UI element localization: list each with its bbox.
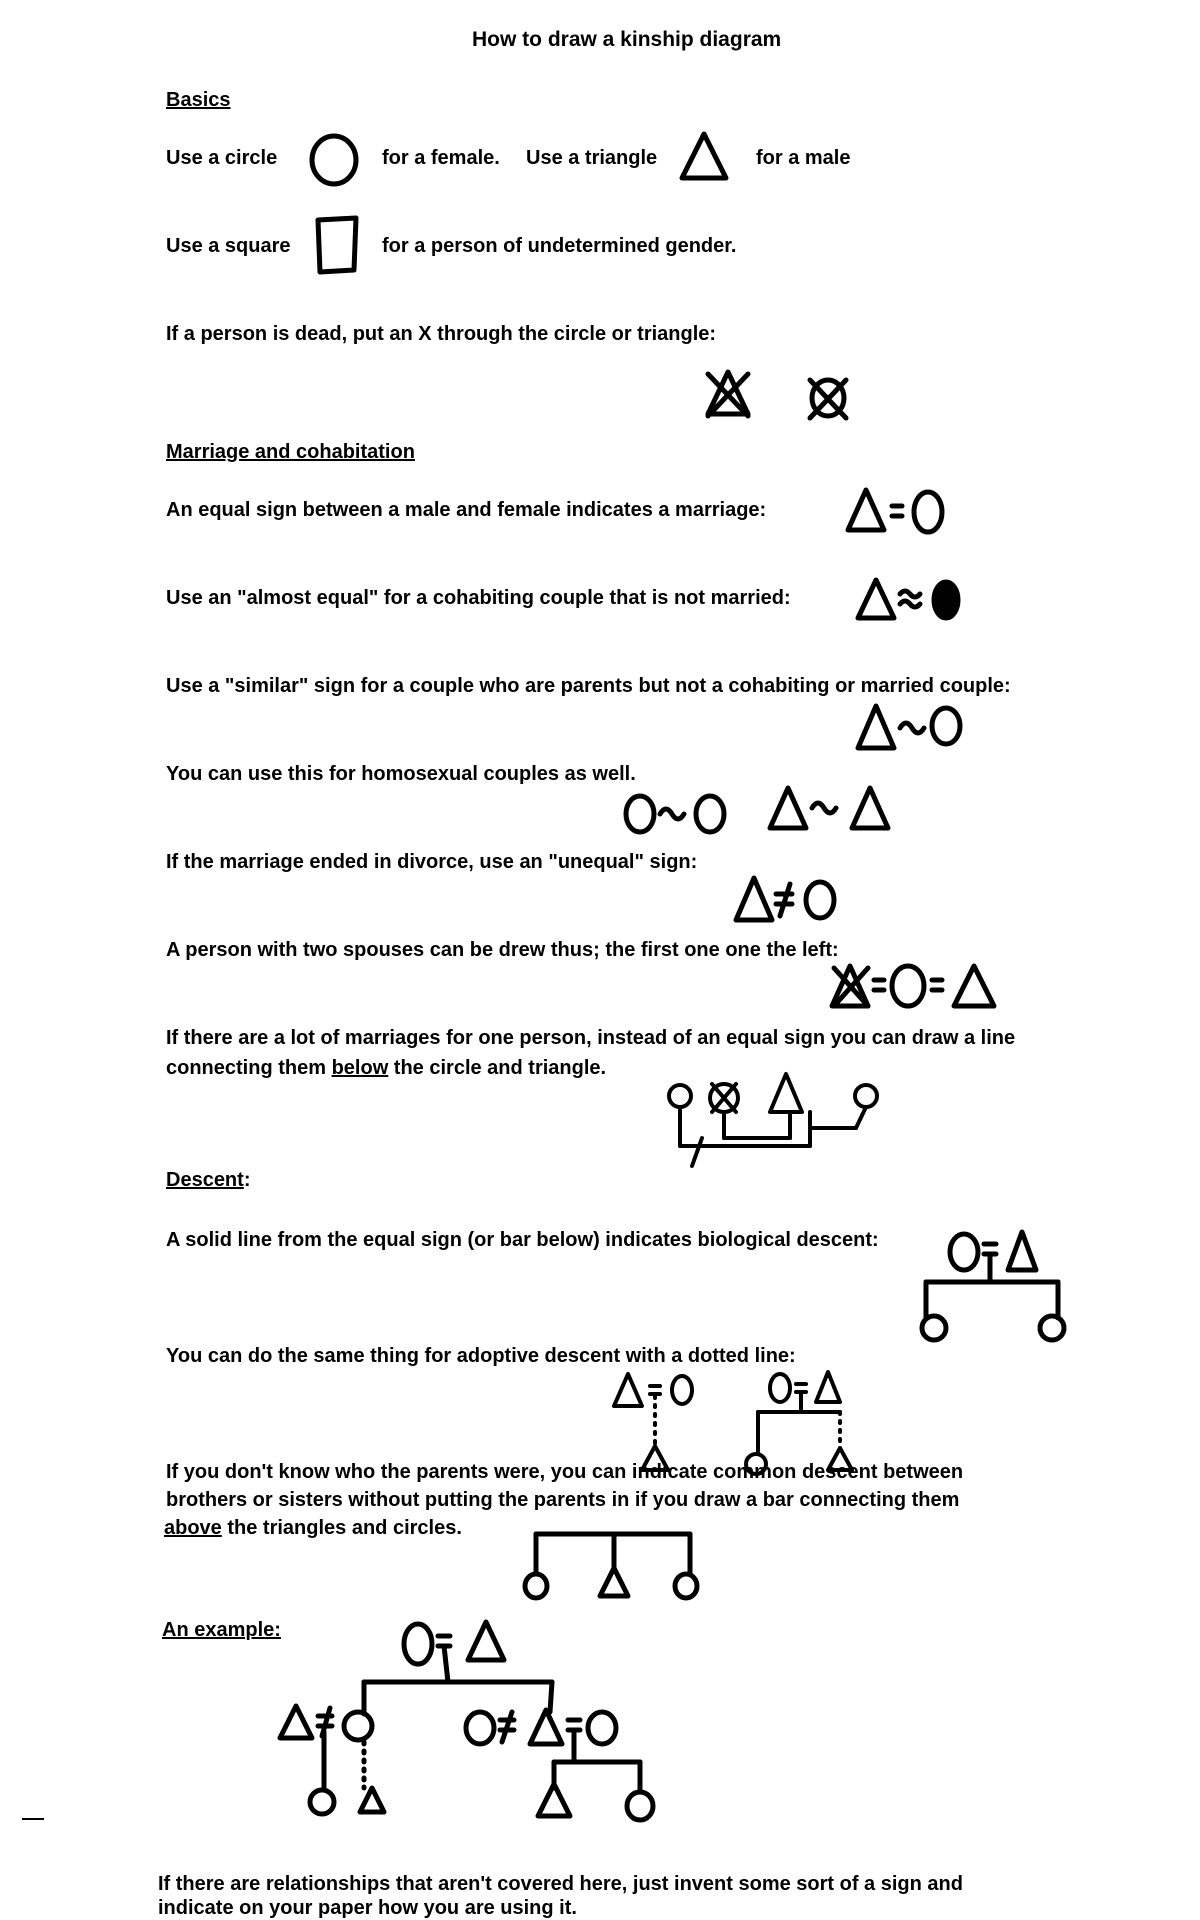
homosexual-text: You can use this for homosexual couples as well. (166, 763, 636, 785)
cohabit-text: Use an "almost equal" for a cohabiting couple that is not married: (166, 587, 791, 609)
female-text: for a female. (382, 147, 500, 169)
divorce-symbol (734, 872, 844, 928)
square-icon (312, 214, 362, 276)
marriage-text: An equal sign between a male and female indicates a marriage: (166, 499, 767, 521)
male-couple-symbol (768, 780, 894, 836)
marriage-heading: Marriage and cohabitation (166, 441, 415, 463)
footer-text-2: indicate on your paper how you are using it. (158, 1897, 577, 1919)
basics-heading: Basics (166, 89, 231, 111)
margin-mark (22, 1818, 44, 1820)
common-descent-text-2: brothers or sisters without putting the parents in if you draw a bar connecting them (166, 1489, 960, 1511)
example-kinship-diagram (268, 1612, 678, 1832)
similar-symbol (856, 700, 966, 756)
adoptive-descent-text: You can do the same thing for adoptive descent with a dotted line: (166, 1345, 796, 1367)
male-text: for a male (756, 147, 851, 169)
triangle-text: Use a triangle (526, 147, 658, 169)
biological-descent-diagram (912, 1222, 1072, 1348)
marriage-symbol (846, 484, 956, 540)
common-descent-diagram (522, 1524, 702, 1604)
many-marriages-diagram (660, 1066, 900, 1176)
footer-text-1: If there are relationships that aren't covered here, just invent some sort of a sign and (158, 1873, 963, 1895)
dead-male-icon (700, 366, 756, 422)
male-triangle-icon (678, 128, 730, 184)
dead-text: If a person is dead, put an X through the circle or triangle: (166, 323, 717, 345)
square-text: Use a square (166, 235, 291, 257)
common-descent-text-3: above the triangles and circles. (164, 1517, 462, 1539)
dead-female-icon (804, 372, 854, 424)
biological-descent-text: A solid line from the equal sign (or bar below) indicates biological descent: (166, 1229, 879, 1251)
many-marriages-text-1: If there are a lot of marriages for one person, instead of an equal sign you can draw a line (166, 1027, 1016, 1049)
square-desc: for a person of undetermined gender. (382, 235, 737, 257)
two-spouses-symbol (828, 958, 1018, 1014)
cohabit-symbol (856, 572, 966, 628)
many-marriages-text-2: connecting them below the circle and triangle. (166, 1057, 607, 1079)
female-couple-symbol (622, 786, 738, 842)
descent-heading: Descent: (166, 1169, 251, 1191)
example-heading: An example: (162, 1619, 281, 1641)
two-spouses-text: A person with two spouses can be drew thus; the first one one the left: (166, 939, 839, 961)
divorce-text: If the marriage ended in divorce, use an "unequal" sign: (166, 851, 698, 873)
similar-text: Use a "similar" sign for a couple who are parents but not a cohabiting or married couple: (166, 675, 1011, 697)
circle-text: Use a circle (166, 147, 278, 169)
female-circle-icon (306, 132, 362, 188)
page-title: How to draw a kinship diagram (472, 28, 782, 51)
common-descent-text-1: If you don't know who the parents were, you can indicate common descent between (166, 1461, 964, 1483)
